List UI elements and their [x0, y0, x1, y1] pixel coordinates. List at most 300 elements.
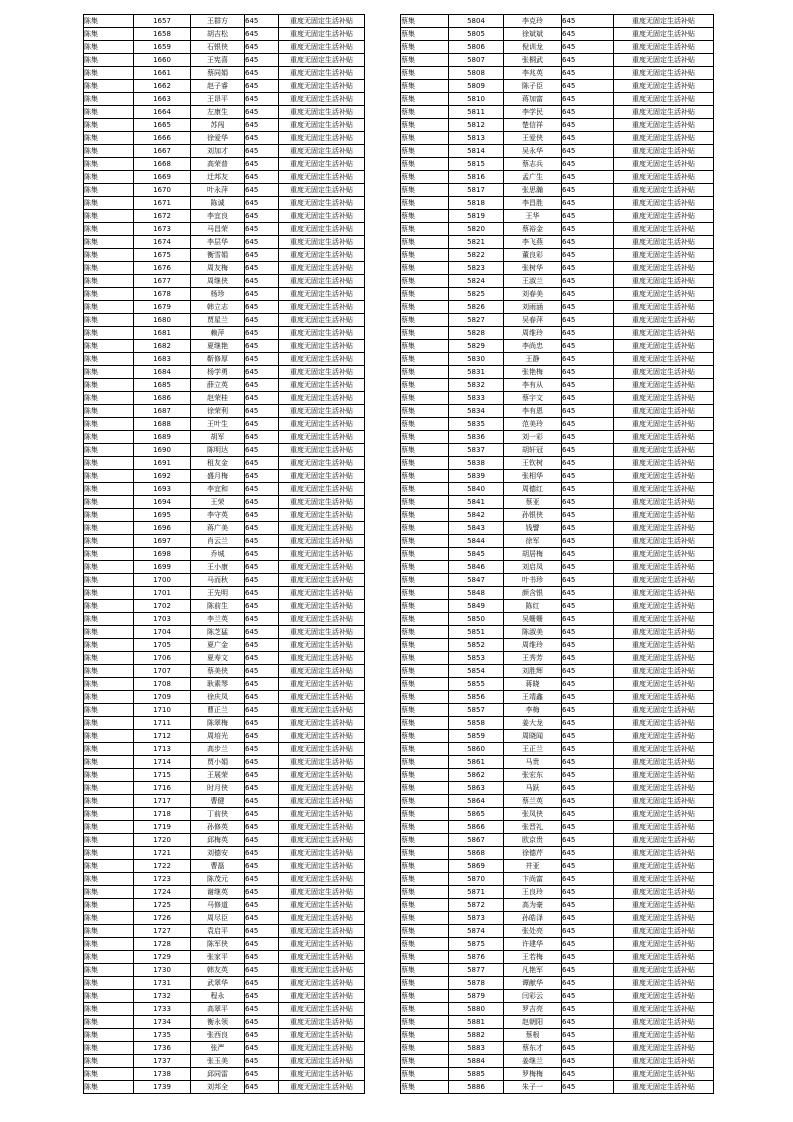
area-cell: 陈集: [84, 210, 134, 223]
amount-cell: 645: [245, 457, 279, 470]
area-cell: 蔡集: [401, 756, 449, 769]
table-row: [401, 756, 714, 769]
amount-cell: 645: [245, 600, 279, 613]
subsidy-type-cell: 重度无固定生活补贴: [614, 67, 714, 80]
serial-cell: 5862: [449, 769, 504, 782]
name-cell: 徐荣利: [191, 405, 245, 418]
subsidy-type-cell: 重度无固定生活补贴: [614, 522, 714, 535]
serial-cell: 1678: [134, 288, 191, 301]
amount-cell: 645: [245, 535, 279, 548]
name-cell: 高步兰: [191, 743, 245, 756]
amount-cell: 645: [245, 1055, 279, 1068]
amount-cell: 645: [562, 379, 614, 392]
name-cell: 孙银侠: [504, 509, 562, 522]
subsidy-type-cell: 重度无固定生活补贴: [614, 496, 714, 509]
serial-cell: 1695: [134, 509, 191, 522]
amount-cell: 645: [245, 418, 279, 431]
area-cell: 蔡集: [401, 821, 449, 834]
amount-cell: 645: [562, 457, 614, 470]
subsidy-type-cell: 重度无固定生活补贴: [279, 106, 365, 119]
name-cell: 马跃: [504, 782, 562, 795]
name-cell: 高荣普: [191, 158, 245, 171]
amount-cell: 645: [562, 340, 614, 353]
serial-cell: 1665: [134, 119, 191, 132]
area-cell: 蔡集: [401, 236, 449, 249]
amount-cell: 645: [562, 171, 614, 184]
name-cell: 胡居梅: [504, 548, 562, 561]
amount-cell: 645: [562, 275, 614, 288]
amount-cell: 645: [562, 782, 614, 795]
table-row: [84, 236, 365, 249]
amount-cell: 645: [562, 327, 614, 340]
amount-cell: 645: [562, 691, 614, 704]
area-cell: 陈集: [84, 522, 134, 535]
name-cell: 陈茂元: [191, 873, 245, 886]
amount-cell: 645: [562, 873, 614, 886]
area-cell: 陈集: [84, 860, 134, 873]
area-cell: 蔡集: [401, 1055, 449, 1068]
name-cell: 孙皓泽: [504, 912, 562, 925]
table-row: [84, 444, 365, 457]
table-row: [84, 925, 365, 938]
area-cell: 陈集: [84, 1042, 134, 1055]
amount-cell: 645: [245, 782, 279, 795]
area-cell: 蔡集: [401, 262, 449, 275]
name-cell: 陈芝猛: [191, 626, 245, 639]
table-row: [84, 392, 365, 405]
subsidy-type-cell: 重度无固定生活补贴: [279, 327, 365, 340]
subsidy-type-cell: 重度无固定生活补贴: [279, 483, 365, 496]
amount-cell: 645: [562, 444, 614, 457]
name-cell: 杨珍: [191, 288, 245, 301]
serial-cell: 1657: [134, 15, 191, 28]
name-cell: 周维玲: [504, 327, 562, 340]
name-cell: 钱譬: [504, 522, 562, 535]
area-cell: 陈集: [84, 457, 134, 470]
amount-cell: 645: [562, 808, 614, 821]
table-row: [84, 457, 365, 470]
name-cell: 贾星兰: [191, 314, 245, 327]
area-cell: 蔡集: [401, 873, 449, 886]
name-cell: 欧京贵: [504, 834, 562, 847]
subsidy-type-cell: 重度无固定生活补贴: [614, 145, 714, 158]
subsidy-type-cell: 重度无固定生活补贴: [614, 717, 714, 730]
amount-cell: 645: [245, 93, 279, 106]
subsidy-type-cell: 重度无固定生活补贴: [279, 509, 365, 522]
name-cell: 刘邦全: [191, 1081, 245, 1094]
amount-cell: 645: [562, 574, 614, 587]
table-row: [401, 28, 714, 41]
table-row: [401, 925, 714, 938]
amount-cell: 645: [562, 912, 614, 925]
table-row: [84, 678, 365, 691]
table-row: [84, 15, 365, 28]
area-cell: 蔡集: [401, 912, 449, 925]
name-cell: 夏寿文: [191, 652, 245, 665]
name-cell: 赵荣桂: [191, 392, 245, 405]
serial-cell: 1692: [134, 470, 191, 483]
subsidy-type-cell: 重度无固定生活补贴: [279, 1055, 365, 1068]
area-cell: 蔡集: [401, 106, 449, 119]
name-cell: 罗梅梅: [504, 1068, 562, 1081]
area-cell: 蔡集: [401, 730, 449, 743]
name-cell: 马修道: [191, 899, 245, 912]
name-cell: 张思瀚: [504, 184, 562, 197]
serial-cell: 5819: [449, 210, 504, 223]
name-cell: 李昌胜: [504, 197, 562, 210]
amount-cell: 645: [562, 756, 614, 769]
subsidy-type-cell: 重度无固定生活补贴: [279, 340, 365, 353]
subsidy-type-cell: 重度无固定生活补贴: [279, 548, 365, 561]
amount-cell: 645: [245, 912, 279, 925]
area-cell: 蔡集: [401, 717, 449, 730]
amount-cell: 645: [562, 314, 614, 327]
name-cell: 张处亮: [504, 925, 562, 938]
table-row: [401, 990, 714, 1003]
name-cell: 王钦树: [504, 457, 562, 470]
name-cell: 张相华: [504, 470, 562, 483]
area-cell: 蔡集: [401, 288, 449, 301]
subsidy-type-cell: 重度无固定生活补贴: [614, 93, 714, 106]
subsidy-type-cell: 重度无固定生活补贴: [279, 366, 365, 379]
amount-cell: 645: [245, 509, 279, 522]
serial-cell: 1705: [134, 639, 191, 652]
amount-cell: 645: [562, 28, 614, 41]
serial-cell: 5861: [449, 756, 504, 769]
name-cell: 张艳梅: [504, 366, 562, 379]
table-row: [401, 912, 714, 925]
name-cell: 李尚忠: [504, 340, 562, 353]
serial-cell: 5809: [449, 80, 504, 93]
amount-cell: 645: [245, 951, 279, 964]
serial-cell: 1729: [134, 951, 191, 964]
left-roster-table: [83, 14, 365, 1094]
area-cell: 陈集: [84, 756, 134, 769]
name-cell: 徐爱华: [191, 132, 245, 145]
table-row: [401, 496, 714, 509]
serial-cell: 5875: [449, 938, 504, 951]
name-cell: 王华: [504, 210, 562, 223]
name-cell: 刘一彩: [504, 431, 562, 444]
amount-cell: 645: [245, 1081, 279, 1094]
table-row: [84, 769, 365, 782]
subsidy-type-cell: 重度无固定生活补贴: [279, 795, 365, 808]
amount-cell: 645: [245, 54, 279, 67]
serial-cell: 5832: [449, 379, 504, 392]
serial-cell: 5865: [449, 808, 504, 821]
subsidy-type-cell: 重度无固定生活补贴: [279, 704, 365, 717]
name-cell: 李宜良: [191, 210, 245, 223]
table-row: [401, 353, 714, 366]
name-cell: 王若梅: [504, 951, 562, 964]
amount-cell: 645: [562, 496, 614, 509]
amount-cell: 645: [245, 431, 279, 444]
name-cell: 张桐武: [504, 54, 562, 67]
amount-cell: 645: [245, 444, 279, 457]
area-cell: 蔡集: [401, 951, 449, 964]
area-cell: 蔡集: [401, 67, 449, 80]
area-cell: 蔡集: [401, 782, 449, 795]
area-cell: 陈集: [84, 54, 134, 67]
name-cell: 丁前侠: [191, 808, 245, 821]
area-cell: 陈集: [84, 977, 134, 990]
serial-cell: 5816: [449, 171, 504, 184]
table-row: [84, 899, 365, 912]
subsidy-type-cell: 重度无固定生活补贴: [614, 41, 714, 54]
table-row: [84, 782, 365, 795]
subsidy-type-cell: 重度无固定生活补贴: [614, 743, 714, 756]
serial-cell: 5818: [449, 197, 504, 210]
serial-cell: 1680: [134, 314, 191, 327]
name-cell: 凡艳军: [504, 964, 562, 977]
table-row: [401, 119, 714, 132]
amount-cell: 645: [562, 15, 614, 28]
amount-cell: 645: [245, 1003, 279, 1016]
serial-cell: 5880: [449, 1003, 504, 1016]
amount-cell: 645: [562, 951, 614, 964]
area-cell: 陈集: [84, 1003, 134, 1016]
area-cell: 蔡集: [401, 600, 449, 613]
subsidy-type-cell: 重度无固定生活补贴: [279, 522, 365, 535]
table-row: [84, 418, 365, 431]
area-cell: 陈集: [84, 418, 134, 431]
name-cell: 徐德芹: [504, 847, 562, 860]
amount-cell: 645: [562, 431, 614, 444]
area-cell: 蔡集: [401, 444, 449, 457]
name-cell: 孙修英: [191, 821, 245, 834]
serial-cell: 1736: [134, 1042, 191, 1055]
subsidy-type-cell: 重度无固定生活补贴: [279, 938, 365, 951]
amount-cell: 645: [562, 1003, 614, 1016]
area-cell: 陈集: [84, 314, 134, 327]
serial-cell: 1724: [134, 886, 191, 899]
area-cell: 陈集: [84, 561, 134, 574]
amount-cell: 645: [245, 899, 279, 912]
table-row: [84, 847, 365, 860]
area-cell: 陈集: [84, 548, 134, 561]
amount-cell: 645: [562, 236, 614, 249]
table-row: [84, 795, 365, 808]
amount-cell: 645: [245, 483, 279, 496]
area-cell: 蔡集: [401, 249, 449, 262]
amount-cell: 645: [562, 1055, 614, 1068]
name-cell: 衡雪娟: [191, 249, 245, 262]
subsidy-type-cell: 重度无固定生活补贴: [614, 405, 714, 418]
name-cell: 陈军侠: [191, 938, 245, 951]
amount-cell: 645: [562, 106, 614, 119]
amount-cell: 645: [245, 548, 279, 561]
table-row: [84, 600, 365, 613]
name-cell: 徐斌斌: [504, 28, 562, 41]
name-cell: 蔡美侠: [191, 665, 245, 678]
name-cell: 夏继艳: [191, 340, 245, 353]
table-row: [401, 782, 714, 795]
name-cell: 周德红: [504, 483, 562, 496]
right-roster-table: [400, 14, 714, 1094]
subsidy-type-cell: 重度无固定生活补贴: [614, 977, 714, 990]
subsidy-type-cell: 重度无固定生活补贴: [614, 704, 714, 717]
table-row: [401, 665, 714, 678]
serial-cell: 1739: [134, 1081, 191, 1094]
serial-cell: 1696: [134, 522, 191, 535]
area-cell: 陈集: [84, 600, 134, 613]
subsidy-type-cell: 重度无固定生活补贴: [614, 158, 714, 171]
serial-cell: 5860: [449, 743, 504, 756]
amount-cell: 645: [562, 67, 614, 80]
area-cell: 陈集: [84, 834, 134, 847]
subsidy-type-cell: 重度无固定生活补贴: [614, 314, 714, 327]
table-row: [401, 1042, 714, 1055]
serial-cell: 1733: [134, 1003, 191, 1016]
subsidy-type-cell: 重度无固定生活补贴: [279, 171, 365, 184]
amount-cell: 645: [562, 600, 614, 613]
serial-cell: 1737: [134, 1055, 191, 1068]
serial-cell: 1687: [134, 405, 191, 418]
table-row: [401, 509, 714, 522]
amount-cell: 645: [245, 145, 279, 158]
amount-cell: 645: [562, 613, 614, 626]
amount-cell: 645: [245, 470, 279, 483]
area-cell: 蔡集: [401, 54, 449, 67]
table-row: [401, 106, 714, 119]
name-cell: 李飞燕: [504, 236, 562, 249]
serial-cell: 5834: [449, 405, 504, 418]
table-row: [401, 847, 714, 860]
area-cell: 陈集: [84, 41, 134, 54]
subsidy-type-cell: 重度无固定生活补贴: [614, 470, 714, 483]
subsidy-type-cell: 重度无固定生活补贴: [614, 652, 714, 665]
area-cell: 蔡集: [401, 392, 449, 405]
area-cell: 陈集: [84, 405, 134, 418]
amount-cell: 645: [562, 743, 614, 756]
serial-cell: 1703: [134, 613, 191, 626]
subsidy-type-cell: 重度无固定生活补贴: [279, 964, 365, 977]
table-row: [84, 743, 365, 756]
subsidy-type-cell: 重度无固定生活补贴: [279, 574, 365, 587]
amount-cell: 645: [245, 990, 279, 1003]
area-cell: 陈集: [84, 158, 134, 171]
area-cell: 陈集: [84, 886, 134, 899]
area-cell: 蔡集: [401, 535, 449, 548]
serial-cell: 5805: [449, 28, 504, 41]
subsidy-type-cell: 重度无固定生活补贴: [614, 431, 714, 444]
subsidy-type-cell: 重度无固定生活补贴: [614, 106, 714, 119]
subsidy-type-cell: 重度无固定生活补贴: [279, 119, 365, 132]
subsidy-type-cell: 重度无固定生活补贴: [614, 132, 714, 145]
amount-cell: 645: [245, 327, 279, 340]
name-cell: 马而秋: [191, 574, 245, 587]
area-cell: 蔡集: [401, 613, 449, 626]
serial-cell: 1674: [134, 236, 191, 249]
serial-cell: 5838: [449, 457, 504, 470]
table-row: [84, 912, 365, 925]
name-cell: 王宪喜: [191, 54, 245, 67]
area-cell: 蔡集: [401, 639, 449, 652]
area-cell: 蔡集: [401, 483, 449, 496]
table-row: [401, 743, 714, 756]
amount-cell: 645: [245, 834, 279, 847]
serial-cell: 1720: [134, 834, 191, 847]
serial-cell: 1713: [134, 743, 191, 756]
serial-cell: 5815: [449, 158, 504, 171]
table-row: [401, 795, 714, 808]
serial-cell: 1679: [134, 301, 191, 314]
amount-cell: 645: [245, 704, 279, 717]
subsidy-type-cell: 重度无固定生活补贴: [614, 262, 714, 275]
name-cell: 胡吉松: [191, 28, 245, 41]
area-cell: 陈集: [84, 275, 134, 288]
subsidy-type-cell: 重度无固定生活补贴: [614, 301, 714, 314]
subsidy-type-cell: 重度无固定生活补贴: [614, 626, 714, 639]
name-cell: 胡军: [191, 431, 245, 444]
name-cell: 陈淑美: [504, 626, 562, 639]
subsidy-type-cell: 重度无固定生活补贴: [614, 535, 714, 548]
amount-cell: 645: [245, 1029, 279, 1042]
amount-cell: 645: [245, 223, 279, 236]
amount-cell: 645: [245, 366, 279, 379]
area-cell: 陈集: [84, 236, 134, 249]
name-cell: 迁邦友: [191, 171, 245, 184]
area-cell: 蔡集: [401, 41, 449, 54]
table-row: [401, 574, 714, 587]
subsidy-type-cell: 重度无固定生活补贴: [279, 990, 365, 1003]
amount-cell: 645: [245, 561, 279, 574]
area-cell: 蔡集: [401, 119, 449, 132]
name-cell: 肖云兰: [191, 535, 245, 548]
table-row: [84, 522, 365, 535]
serial-cell: 1670: [134, 184, 191, 197]
serial-cell: 5829: [449, 340, 504, 353]
subsidy-type-cell: 重度无固定生活补贴: [614, 353, 714, 366]
subsidy-type-cell: 重度无固定生活补贴: [614, 457, 714, 470]
subsidy-type-cell: 重度无固定生活补贴: [279, 600, 365, 613]
amount-cell: 645: [245, 184, 279, 197]
area-cell: 陈集: [84, 587, 134, 600]
serial-cell: 5821: [449, 236, 504, 249]
serial-cell: 5882: [449, 1029, 504, 1042]
amount-cell: 645: [245, 496, 279, 509]
table-row: [84, 613, 365, 626]
serial-cell: 1722: [134, 860, 191, 873]
serial-cell: 5886: [449, 1081, 504, 1094]
name-cell: 蔡东才: [504, 1042, 562, 1055]
table-row: [84, 1081, 365, 1094]
name-cell: 朱子一: [504, 1081, 562, 1094]
name-cell: 陈前生: [191, 600, 245, 613]
area-cell: 蔡集: [401, 938, 449, 951]
name-cell: 邱梅英: [191, 834, 245, 847]
subsidy-type-cell: 重度无固定生活补贴: [279, 158, 365, 171]
name-cell: 陈红: [504, 600, 562, 613]
table-row: [401, 444, 714, 457]
subsidy-type-cell: 重度无固定生活补贴: [279, 665, 365, 678]
name-cell: 王靖鑫: [504, 691, 562, 704]
amount-cell: 645: [562, 795, 614, 808]
area-cell: 蔡集: [401, 509, 449, 522]
amount-cell: 645: [245, 886, 279, 899]
subsidy-type-cell: 重度无固定生活补贴: [279, 275, 365, 288]
serial-cell: 1715: [134, 769, 191, 782]
amount-cell: 645: [245, 574, 279, 587]
name-cell: 刘启凤: [504, 561, 562, 574]
serial-cell: 5869: [449, 860, 504, 873]
amount-cell: 645: [562, 1068, 614, 1081]
name-cell: 董良彩: [504, 249, 562, 262]
serial-cell: 1716: [134, 782, 191, 795]
table-row: [84, 717, 365, 730]
amount-cell: 645: [562, 41, 614, 54]
subsidy-type-cell: 重度无固定生活补贴: [279, 28, 365, 41]
